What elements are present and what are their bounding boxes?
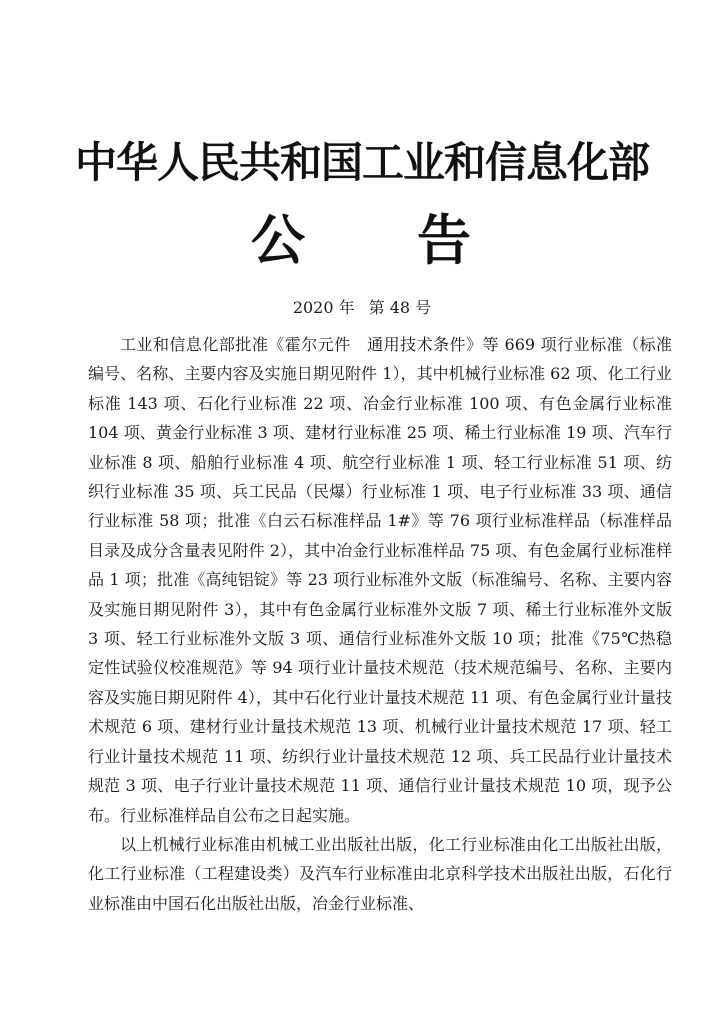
issuing-organization: 中华人民共和国工业和信息化部 bbox=[74, 138, 649, 187]
announcement-body bbox=[88, 330, 672, 918]
document-number bbox=[0, 296, 724, 320]
body-paragraph-1: 工业和信息化部批准《霍尔元件 通用技术条件》等 669 项行业标准（标准编号、名称、主要内容及实施日期见附件 1），其中机械行业标准 62 项、化工行业标准 143 项、石化行业标准 22 项、冶金行业标准 100 项、有色金属行业标准 104 项、黄金行业标准 3 项、建材行业标准 25 项、稀土行业标准 19 项、汽车行业标准 8 项、船舶行业标准 4 项、航空行业标准 1 项、轻工行业标准 51 项、纺织行业标准 35 项、兵工民品（民爆）行业标准 1 项、电子行业标准 33 项、通信行业标准 58 项；批准《白云石标准样品 1#》等 76 项行业标准样品（标准样品目录及成分含量表见附件 2），其中冶金行业标准样品 75 项、有色金属行业标准样品 1 项；批准《高纯铝锭》等 23 项行业标准外文版（标准编号、名称、主要内容及实施日期见附件 3），其中有色金属行业标准外文版 7 项、稀土行业标准外文版 3 项、轻工行业标准外文版 3 项、通信行业标准外文版 10 项；批准《75℃热稳定性试验仪校准规范》等 94 项行业计量技术规范（技术规范编号、名称、主要内容及实施日期见附件 4），其中石化行业计量技术规范 11 项、有色金属行业计量技术规范 6 项、建材行业计量技术规范 13 项、机械行业计量技术规范 17 项、轻工行业计量技术规范 11 项、纺织行业计量技术规范 12 项、兵工民品行业计量技术规范 3 项、电子行业计量技术规范 11 项、通信行业计量技术规范 10 项，现予公布。行业标准样品自公布之日起实施。 bbox=[88, 335, 672, 825]
document-type-heading bbox=[0, 208, 724, 274]
document-type-char-2: 告 bbox=[417, 209, 473, 272]
document-type-char-1: 公 bbox=[251, 209, 307, 272]
document-year: 2020 年 bbox=[292, 298, 355, 317]
body-paragraph-2: 以上机械行业标准由机械工业出版社出版，化工行业标准由化工出版社出版，化工行业标准（工程建设类）及汽车行业标准由北京科学技术出版社出版，石化行业标准由中国石化出版社出版，冶金行业标准、 bbox=[88, 834, 672, 913]
document-serial: 第 48 号 bbox=[368, 298, 432, 317]
